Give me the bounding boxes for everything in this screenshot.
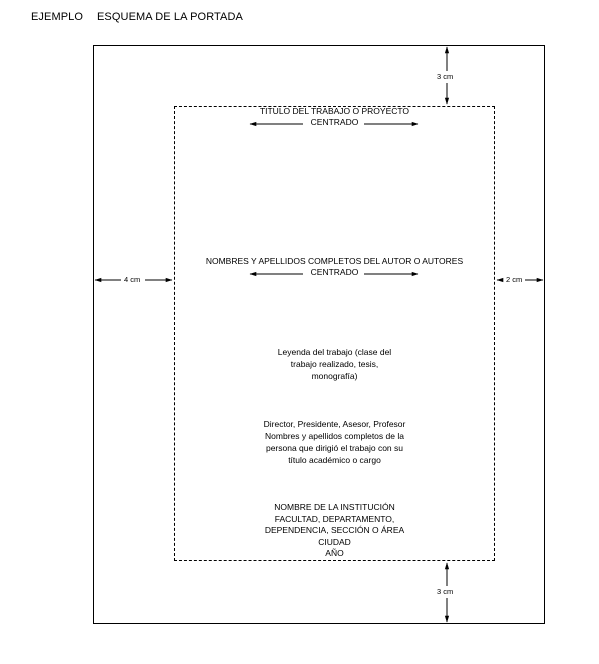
institution-line-2: FACULTAD, DEPARTAMENTO, — [274, 513, 395, 524]
legend-line-1: Leyenda del trabajo (clase del — [277, 347, 392, 357]
author-line-1: NOMBRES Y APELLIDOS COMPLETOS DEL AUTOR O AUTORES — [205, 256, 464, 266]
institution-line-4: CIUDAD — [318, 536, 351, 547]
institution-line-1: NOMBRE DE LA INSTITUCIÓN — [274, 502, 395, 512]
director-block — [174, 418, 495, 466]
top-margin-label: 3 cm — [437, 72, 454, 81]
institution-line-3: DEPENDENCIA, SECCIÓN O ÁREA — [264, 525, 405, 535]
left-margin-label: 4 cm — [124, 275, 141, 284]
author-block — [174, 256, 495, 278]
author-line-2: CENTRADO — [310, 267, 359, 277]
bottom-margin-label: 3 cm — [437, 587, 454, 596]
title-line-2: CENTRADO — [310, 117, 359, 127]
legend-line-2: trabajo realizado, tesis, — [290, 359, 379, 369]
institution-block — [174, 502, 495, 560]
page-title: ESQUEMA DE LA PORTADA — [97, 11, 243, 23]
director-line-1: Director, Presidente, Asesor, Profesor — [263, 419, 406, 429]
director-line-3: persona que dirigió el trabajo con su — [265, 443, 404, 453]
director-line-4: título académico o cargo — [288, 455, 381, 465]
institution-line-5: AÑO — [325, 548, 344, 558]
title-line-1: TITULO DEL TRABAJO O PROYECTO — [259, 106, 410, 116]
legend-block — [174, 346, 495, 382]
example-label: EJEMPLO — [31, 11, 84, 23]
title-block — [174, 106, 495, 128]
director-line-2: Nombres y apellidos completos de la — [265, 431, 404, 441]
right-margin-label: 2 cm — [506, 275, 523, 284]
legend-line-3: monografía) — [311, 371, 358, 381]
